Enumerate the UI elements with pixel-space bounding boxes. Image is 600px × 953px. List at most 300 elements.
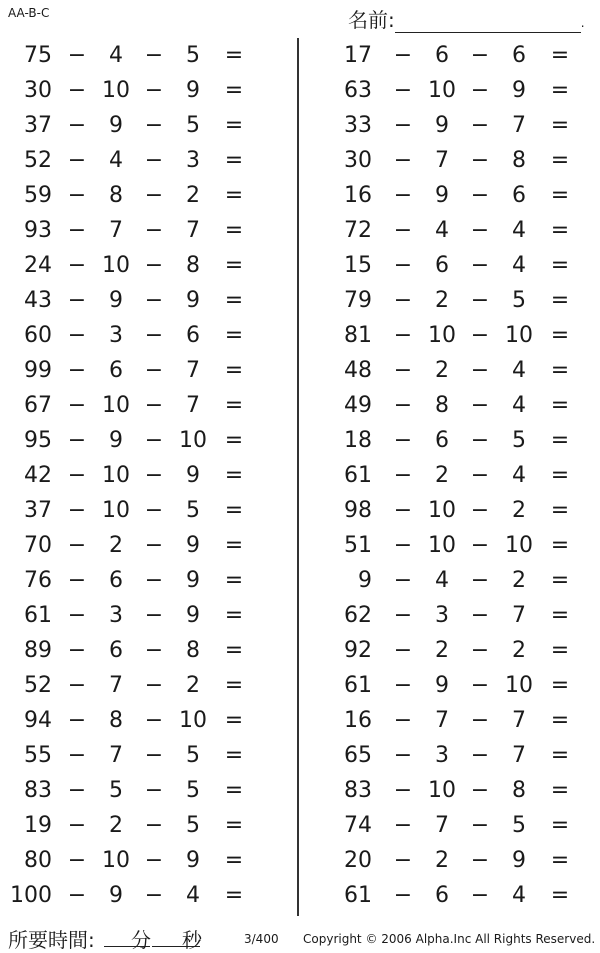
equals-sign: = [550,288,570,313]
operand-3: 6 [186,323,200,348]
operand-2: 2 [435,848,449,873]
equals-sign: = [224,78,244,103]
minus-sign: − [144,288,164,313]
operand-1: 89 [24,638,52,663]
operand-2: 10 [428,778,456,803]
operand-1: 94 [24,708,52,733]
operand-1: 62 [344,603,372,628]
problem-row [0,528,296,563]
operand-2: 10 [428,323,456,348]
equals-sign: = [224,43,244,68]
operand-3: 5 [512,288,526,313]
problem-row [300,248,600,283]
minus-sign: − [67,638,87,663]
operand-1: 20 [344,848,372,873]
operand-3: 7 [512,113,526,138]
operand-3: 9 [186,568,200,593]
equals-sign: = [550,813,570,838]
minus-sign: − [67,183,87,208]
equals-sign: = [224,638,244,663]
operand-2: 6 [435,253,449,278]
operand-3: 4 [512,883,526,908]
operand-3: 8 [512,148,526,173]
problem-row [300,178,600,213]
operand-2: 3 [435,603,449,628]
time-label: 所要時間: [8,928,95,952]
minus-sign: − [144,323,164,348]
minus-sign: − [67,323,87,348]
equals-sign: = [550,43,570,68]
seconds-unit: 秒 [182,928,202,952]
problem-row [0,73,296,108]
operand-2: 7 [109,743,123,768]
operand-3: 7 [512,743,526,768]
equals-sign: = [550,743,570,768]
minus-sign: − [393,323,413,348]
name-label: 名前: [348,8,395,32]
problem-row [0,248,296,283]
minus-sign: − [393,253,413,278]
minus-sign: − [67,113,87,138]
operand-2: 10 [428,498,456,523]
operand-1: 37 [24,113,52,138]
name-field [348,4,585,33]
minus-sign: − [144,43,164,68]
operand-1: 51 [344,533,372,558]
minus-sign: − [393,43,413,68]
operand-1: 93 [24,218,52,243]
operand-3: 2 [512,638,526,663]
operand-2: 10 [102,253,130,278]
operand-3: 7 [186,393,200,418]
minus-sign: − [144,673,164,698]
minus-sign: − [144,393,164,418]
operand-1: 33 [344,113,372,138]
operand-2: 2 [109,813,123,838]
minus-sign: − [393,463,413,488]
problem-row [0,668,296,703]
problem-row [300,563,600,598]
minus-sign: − [470,743,490,768]
equals-sign: = [550,498,570,523]
minus-sign: − [393,568,413,593]
operand-3: 9 [186,288,200,313]
page-number: 3/400 [244,932,279,946]
operand-3: 5 [186,813,200,838]
operand-1: 55 [24,743,52,768]
operand-3: 5 [512,813,526,838]
minus-sign: − [470,323,490,348]
operand-2: 6 [435,883,449,908]
operand-1: 83 [344,778,372,803]
problem-row [0,388,296,423]
problem-row [0,38,296,73]
operand-1: 100 [10,883,52,908]
problem-row [300,598,600,633]
operand-2: 7 [435,708,449,733]
problem-row [300,493,600,528]
minus-sign: − [470,603,490,628]
minus-sign: − [393,638,413,663]
operand-3: 4 [186,883,200,908]
problem-row [0,178,296,213]
minus-sign: − [67,428,87,453]
operand-2: 6 [435,428,449,453]
problem-row [300,738,600,773]
minus-sign: − [393,498,413,523]
problem-row [300,458,600,493]
operand-1: 83 [24,778,52,803]
equals-sign: = [550,568,570,593]
operand-1: 52 [24,148,52,173]
problem-row [300,108,600,143]
operand-1: 74 [344,813,372,838]
operand-3: 4 [512,253,526,278]
minus-sign: − [393,358,413,383]
operand-1: 98 [344,498,372,523]
operand-1: 79 [344,288,372,313]
minus-sign: − [67,43,87,68]
minus-sign: − [393,883,413,908]
equals-sign: = [224,148,244,173]
operand-3: 5 [512,428,526,453]
minus-sign: − [67,883,87,908]
minus-sign: − [470,183,490,208]
problem-row [0,773,296,808]
operand-1: 70 [24,533,52,558]
operand-3: 2 [512,498,526,523]
operand-2: 6 [109,568,123,593]
minus-sign: − [144,253,164,278]
operand-1: 49 [344,393,372,418]
operand-3: 9 [512,78,526,103]
equals-sign: = [550,673,570,698]
minus-sign: − [67,603,87,628]
equals-sign: = [224,568,244,593]
operand-3: 7 [512,708,526,733]
operand-2: 3 [109,323,123,348]
operand-3: 7 [186,358,200,383]
minus-sign: − [470,113,490,138]
minus-sign: − [67,463,87,488]
problem-row [300,318,600,353]
equals-sign: = [224,393,244,418]
problem-row [0,703,296,738]
minus-sign: − [470,288,490,313]
operand-2: 2 [435,358,449,383]
minus-sign: − [393,778,413,803]
equals-sign: = [224,778,244,803]
equals-sign: = [550,183,570,208]
minus-sign: − [144,638,164,663]
equals-sign: = [224,358,244,383]
minus-sign: − [470,78,490,103]
equals-sign: = [224,883,244,908]
operand-1: 61 [344,463,372,488]
equals-sign: = [224,218,244,243]
operand-2: 10 [428,78,456,103]
operand-2: 8 [109,708,123,733]
minus-sign: − [393,113,413,138]
minus-sign: − [470,218,490,243]
minus-sign: − [144,218,164,243]
minus-sign: − [393,673,413,698]
operand-2: 4 [109,43,123,68]
operand-3: 3 [186,148,200,173]
equals-sign: = [224,848,244,873]
problem-row [0,563,296,598]
minus-sign: − [470,778,490,803]
minus-sign: − [144,778,164,803]
minus-sign: − [470,358,490,383]
minus-sign: − [67,218,87,243]
minus-sign: − [144,498,164,523]
operand-1: 59 [24,183,52,208]
equals-sign: = [550,78,570,103]
operand-3: 10 [179,428,207,453]
operand-1: 30 [344,148,372,173]
operand-2: 8 [435,393,449,418]
problem-column-left [0,38,296,913]
minus-sign: − [67,708,87,733]
operand-1: 60 [24,323,52,348]
operand-2: 9 [109,428,123,453]
operand-2: 3 [435,743,449,768]
problem-row [300,773,600,808]
minus-sign: − [144,183,164,208]
equals-sign: = [550,848,570,873]
operand-1: 24 [24,253,52,278]
operand-3: 10 [505,323,533,348]
problem-row [300,633,600,668]
operand-3: 7 [186,218,200,243]
minus-sign: − [470,813,490,838]
minus-sign: − [393,603,413,628]
equals-sign: = [550,883,570,908]
operand-1: 48 [344,358,372,383]
minus-sign: − [144,533,164,558]
minus-sign: − [470,638,490,663]
operand-2: 7 [109,218,123,243]
operand-2: 2 [109,533,123,558]
operand-2: 7 [435,148,449,173]
problem-row [0,283,296,318]
operand-1: 92 [344,638,372,663]
minus-sign: − [393,743,413,768]
operand-2: 8 [109,183,123,208]
operand-3: 2 [186,183,200,208]
problem-row [300,878,600,913]
minus-sign: − [67,533,87,558]
minus-sign: − [470,498,490,523]
operand-2: 9 [109,883,123,908]
operand-2: 6 [109,638,123,663]
operand-2: 3 [109,603,123,628]
copyright-notice: Copyright © 2006 Alpha.Inc All Rights Reserved. [303,932,596,946]
problem-row [0,633,296,668]
minus-sign: − [470,848,490,873]
minus-sign: − [470,428,490,453]
minus-sign: − [144,78,164,103]
minus-sign: − [144,148,164,173]
operand-1: 19 [24,813,52,838]
minus-sign: − [393,218,413,243]
minus-sign: − [67,288,87,313]
column-divider [297,38,299,916]
minus-sign: − [393,78,413,103]
minus-sign: − [393,428,413,453]
operand-1: 15 [344,253,372,278]
minus-sign: − [393,848,413,873]
operand-2: 2 [435,638,449,663]
problem-row [0,493,296,528]
minus-sign: − [393,393,413,418]
problem-row [300,73,600,108]
problem-row [300,423,600,458]
problem-row [0,843,296,878]
minus-sign: − [144,743,164,768]
minus-sign: − [67,568,87,593]
equals-sign: = [224,428,244,453]
minus-sign: − [393,708,413,733]
minus-sign: − [144,848,164,873]
minus-sign: − [470,43,490,68]
operand-2: 7 [435,813,449,838]
operand-2: 9 [109,113,123,138]
problem-row [0,318,296,353]
operand-2: 10 [428,533,456,558]
operand-1: 52 [24,673,52,698]
equals-sign: = [224,463,244,488]
problem-row [0,423,296,458]
operand-1: 63 [344,78,372,103]
operand-2: 9 [435,113,449,138]
minus-sign: − [144,568,164,593]
operand-1: 16 [344,183,372,208]
problem-row [300,283,600,318]
equals-sign: = [224,498,244,523]
equals-sign: = [550,358,570,383]
minus-sign: − [144,113,164,138]
operand-1: 30 [24,78,52,103]
operand-3: 9 [186,463,200,488]
minus-sign: − [67,813,87,838]
equals-sign: = [224,533,244,558]
equals-sign: = [550,428,570,453]
minus-sign: − [470,253,490,278]
minus-sign: − [470,393,490,418]
operand-1: 37 [24,498,52,523]
operand-2: 10 [102,393,130,418]
operand-3: 4 [512,218,526,243]
operand-1: 72 [344,218,372,243]
minus-sign: − [67,358,87,383]
problem-row [300,388,600,423]
minus-sign: − [67,778,87,803]
operand-1: 67 [24,393,52,418]
operand-3: 5 [186,43,200,68]
operand-3: 2 [186,673,200,698]
minus-sign: − [470,568,490,593]
problem-row [300,808,600,843]
operand-3: 4 [512,463,526,488]
equals-sign: = [550,708,570,733]
equals-sign: = [224,183,244,208]
equals-sign: = [550,603,570,628]
operand-1: 61 [24,603,52,628]
minus-sign: − [67,498,87,523]
problem-row [0,108,296,143]
operand-1: 18 [344,428,372,453]
equals-sign: = [224,323,244,348]
minus-sign: − [470,673,490,698]
equals-sign: = [550,113,570,138]
operand-1: 9 [358,568,372,593]
operand-3: 2 [512,568,526,593]
equals-sign: = [550,148,570,173]
minus-sign: − [393,183,413,208]
operand-3: 8 [512,778,526,803]
minus-sign: − [144,708,164,733]
equals-sign: = [550,463,570,488]
minus-sign: − [144,358,164,383]
operand-1: 65 [344,743,372,768]
equals-sign: = [224,673,244,698]
equals-sign: = [550,778,570,803]
equals-sign: = [550,253,570,278]
minus-sign: − [67,743,87,768]
operand-3: 6 [512,183,526,208]
problem-row [0,738,296,773]
operand-2: 9 [109,288,123,313]
minus-sign: − [470,533,490,558]
operand-1: 76 [24,568,52,593]
operand-2: 7 [109,673,123,698]
operand-1: 99 [24,358,52,383]
minus-sign: − [393,533,413,558]
footer [0,924,600,952]
operand-3: 5 [186,743,200,768]
minus-sign: − [67,148,87,173]
operand-2: 10 [102,78,130,103]
operand-3: 6 [512,43,526,68]
operand-2: 4 [435,568,449,593]
problem-row [0,878,296,913]
operand-3: 10 [179,708,207,733]
equals-sign: = [550,533,570,558]
equals-sign: = [224,743,244,768]
operand-3: 9 [186,533,200,558]
operand-2: 2 [435,463,449,488]
operand-3: 5 [186,778,200,803]
problem-row [300,528,600,563]
operand-1: 75 [24,43,52,68]
equals-sign: = [224,603,244,628]
operand-3: 7 [512,603,526,628]
operand-3: 5 [186,113,200,138]
minutes-unit: 分 [131,928,151,952]
minus-sign: − [67,393,87,418]
operand-2: 6 [109,358,123,383]
operand-1: 43 [24,288,52,313]
name-blank[interactable] [395,12,581,33]
minus-sign: − [144,463,164,488]
problem-row [0,598,296,633]
equals-sign: = [224,288,244,313]
minus-sign: − [393,813,413,838]
problem-column-right [300,38,600,913]
equals-sign: = [224,113,244,138]
